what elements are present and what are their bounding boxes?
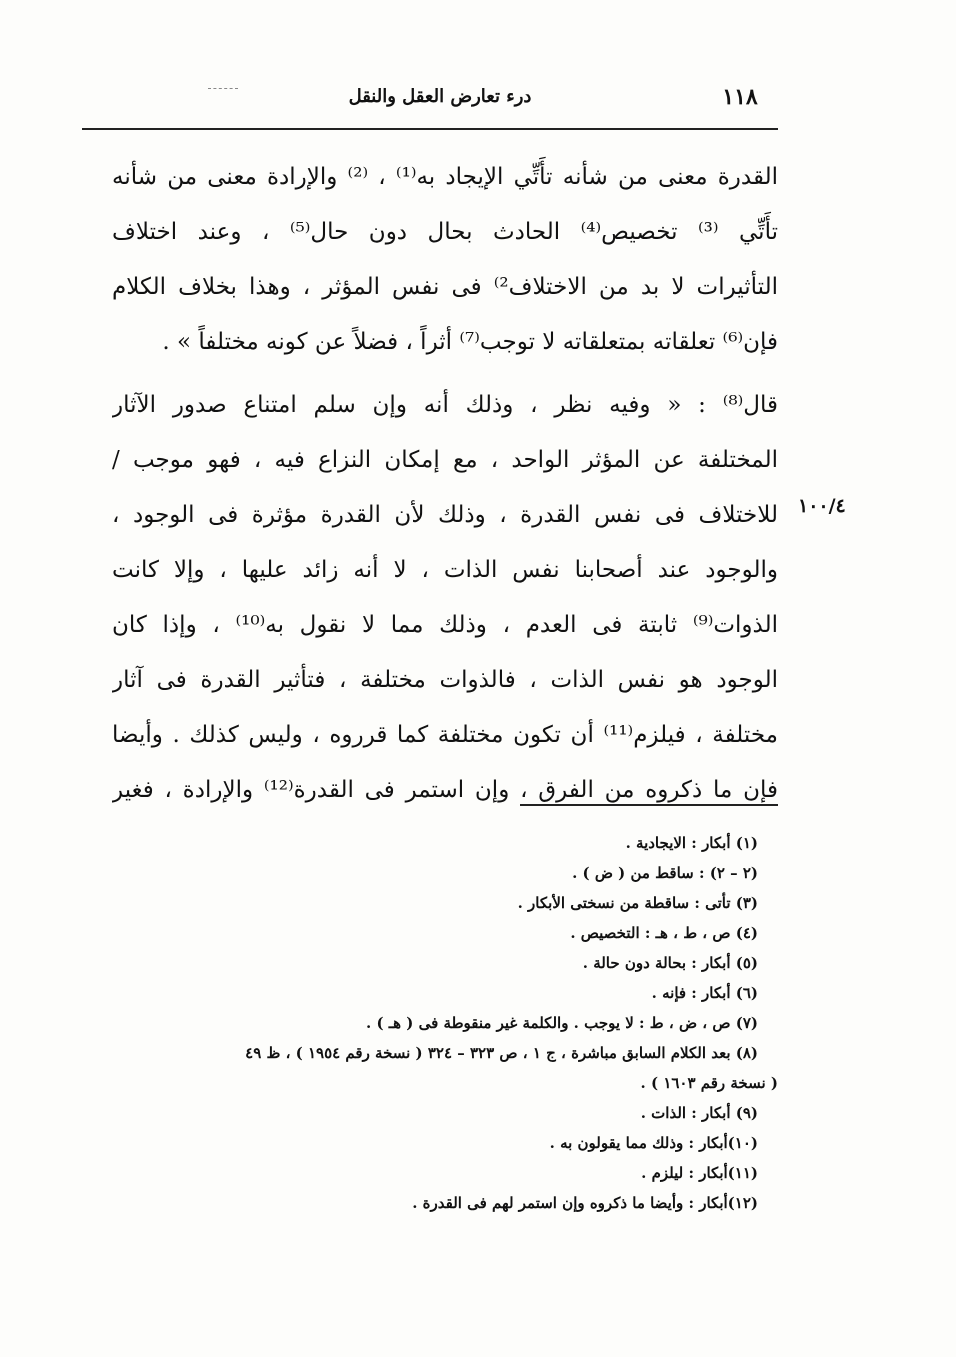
footnote: (٤) ص ، ط ، هـ : التخصيص . — [570, 924, 758, 942]
footnote: (٢ – ٢) : ساقط من ( ض ) . — [572, 864, 758, 882]
footnote: (٣) تأتى : ساقطة من نسختى الأبكار . — [517, 894, 758, 912]
text-line: للاختلاف فى نفس القدرة ، وذلك لأن القدرة مؤثرة فى الوجود ، — [112, 502, 778, 528]
footnote-rule — [520, 804, 778, 806]
text-line: والوجود عند أصحابنا نفس الذات ، لا أنه زائد عليها ، وإلا كانت — [112, 557, 778, 583]
text-line: فإن ما ذكروه من الفرق ، وإن استمر فى القدرة⁽¹²⁾ والإرادة ، فغير — [112, 777, 778, 803]
footnote: (٥) أبكار : بحالة دون حالة . — [582, 954, 758, 972]
page-number: ١١٨ — [722, 84, 758, 110]
text-line: فإن⁽⁶⁾ تعلقاته بمتعلقاته لا توجب⁽⁷⁾ أثراً ، فضلاً عن كونه مختلفاً » . — [162, 329, 778, 355]
footnote: (١١)أبكار : ليلزم . — [641, 1164, 758, 1182]
text-line: مختلفة ، فيلزم⁽¹¹⁾ أن تكون مختلفة كما قرروه ، وليس كذلك . وأيضا — [112, 722, 778, 748]
main-text — [112, 150, 778, 818]
footnote: (٩) أبكار : الذات . — [640, 1104, 758, 1122]
text-line: قال⁽⁸⁾ : « وفيه نظر ، وذلك أنه وإن سلم امتناع صدور الآثار — [112, 392, 778, 418]
text-line: تأَتِّي ⁽³⁾ تخصيص⁽⁴⁾ الحادث بحال دون حال⁽⁵⁾ ، وعند اختلاف — [112, 219, 778, 245]
footnote: (١) أبكار : الايجادية . — [625, 834, 758, 852]
text-line: الذوات⁽⁹⁾ ثابتة فى العدم ، وذلك مما لا نقول به⁽¹⁰⁾ ، وإذا كان — [112, 612, 778, 638]
header-dash-mark — [208, 88, 238, 89]
footnote: (٦) أبكار : فإنه . — [651, 984, 758, 1002]
footnote: (١٢)أبكار : وأيضا ما ذكروه وإن استمر لهم فى القدرة . — [412, 1194, 758, 1212]
running-title: درء تعارض العقل والنقل — [348, 86, 532, 107]
footnote: (١٠)أبكار : وذلك مما يقولون به . — [549, 1134, 758, 1152]
text-line: الوجود هو نفس الذات ، فالذوات مختلفة ، فتأثير القدرة فى آثار — [112, 667, 778, 693]
footnote: ( نسخة رقم ١٦٠٣ ) . — [640, 1074, 778, 1092]
footnote: (٨) بعد الكلام السابق مباشرة ، ج ١ ، ص ٣٢٣ – ٣٢٤ ( نسخة رقم ١٩٥٤ ) ، ظ ٤٩ — [245, 1044, 758, 1062]
text-line: التأثيرات لا بد من الاختلاف²⁾ فى نفس المؤثر ، وهذا بخلاف الكلام — [112, 274, 778, 300]
margin-reference: ١٠٠/٤ — [798, 495, 846, 517]
header-rule — [82, 128, 778, 130]
footnote: (٧) ص ، ض ، ط : لا يوجب . والكلمة غير منقوطة فى ( هـ ) . — [366, 1014, 758, 1032]
footnotes — [112, 828, 778, 1218]
text-line: المختلفة عن المؤثر الواحد ، مع إمكان النزاع فيه ، فهو موجب / — [112, 447, 778, 473]
text-line: القدرة معنى من شأنه تأَتِّي الإيجاد به⁽¹⁾ ، ⁽²⁾ والإرادة معنى من شأنه — [112, 164, 778, 190]
